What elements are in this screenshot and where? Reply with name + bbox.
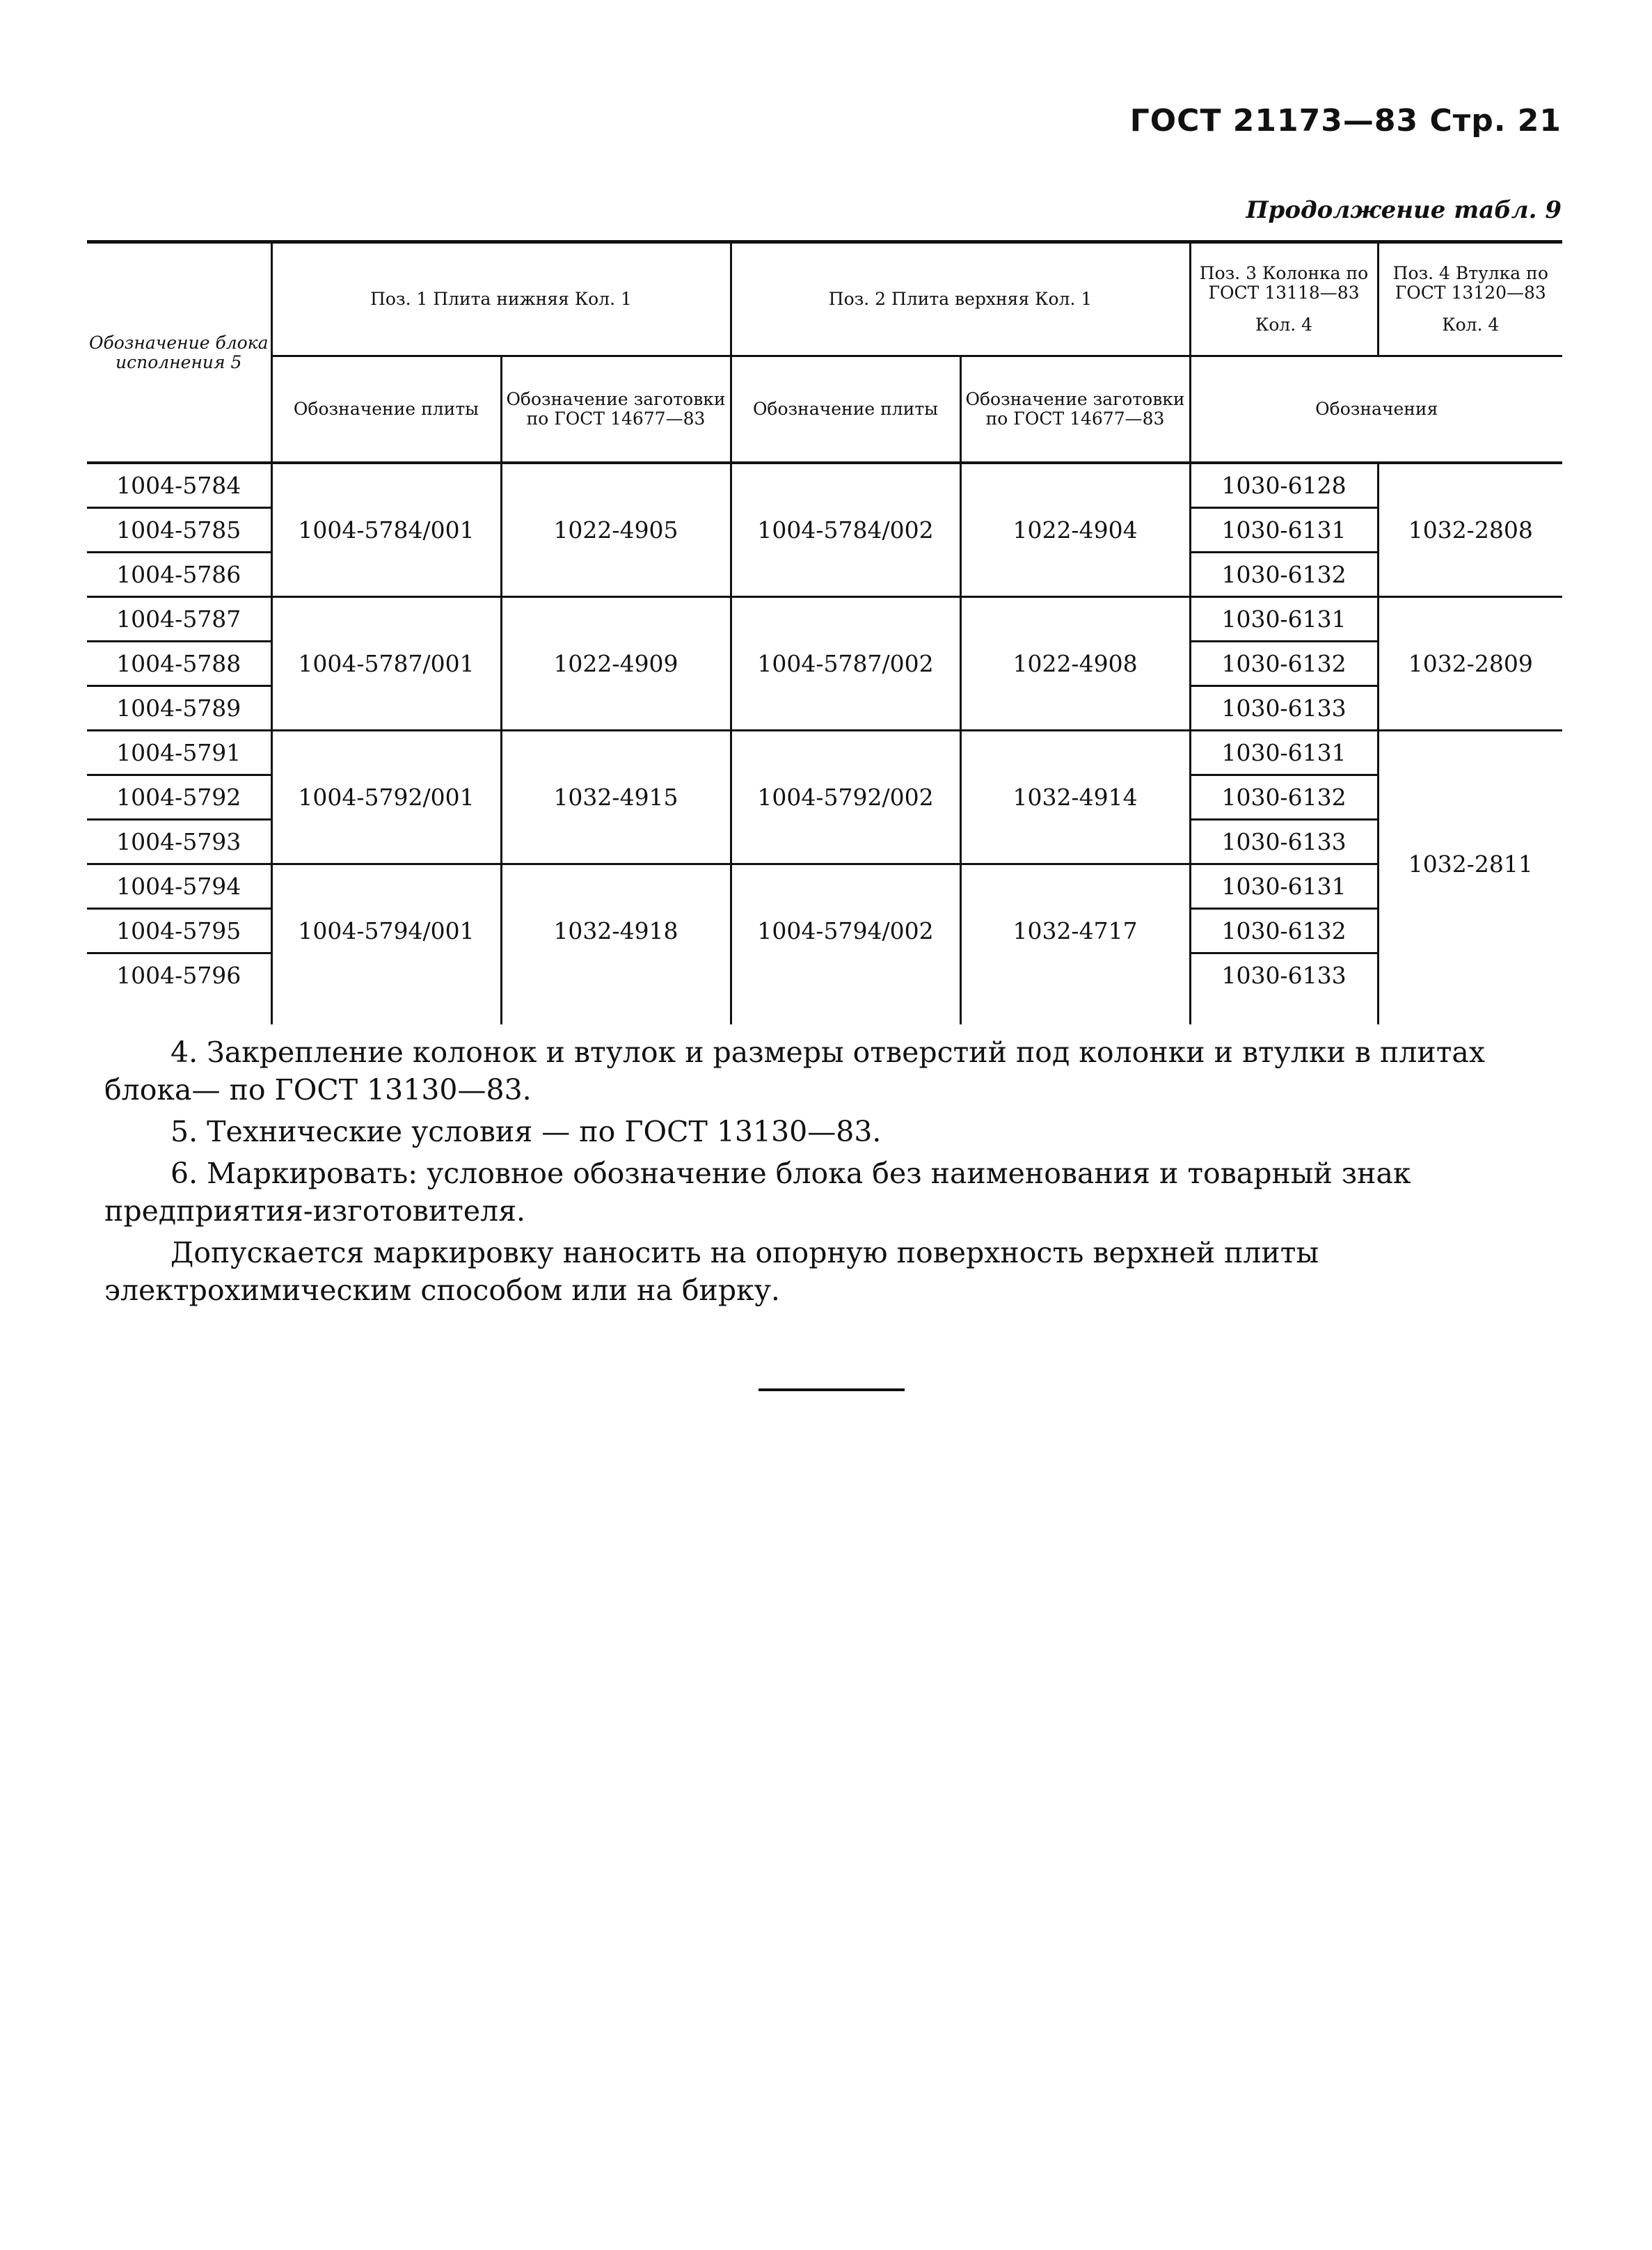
note-4: 4. Закрепление колонок и втулок и размеры отверстий под колонки и втулки в плитах блока— по ГОСТ 13130—83. [104,1036,1485,1107]
end-rule [759,1388,905,1391]
upper-blank: 1022-4908 [960,597,1190,731]
block-designation: 1004-5795 [87,909,271,953]
block-designation: 1004-5789 [87,686,271,731]
upper-blank: 1022-4904 [960,463,1190,597]
column-designation: 1030-6132 [1190,642,1378,686]
header-pos3-qty: Кол. 4 [1255,315,1313,335]
block-designation: 1004-5785 [87,508,271,553]
tail-cell [960,997,1190,1024]
column-designation: 1030-6133 [1190,953,1378,997]
block-designation: 1004-5793 [87,820,271,864]
header-pos3 [1190,242,1378,356]
tail-cell [501,997,731,1024]
table-9-continuation [87,240,1562,1024]
lower-blank: 1032-4918 [501,864,731,997]
bushing-designation: 1032-2809 [1378,597,1562,731]
note-6: 6. Маркировать: условное обозначение блока без наименования и товарный знак предприятия-изготовителя. [104,1157,1411,1228]
header-pos3-title: Поз. 3 Колонка по ГОСТ 13118—83 [1199,263,1369,303]
block-designation: 1004-5796 [87,953,271,997]
subheader-designations: Обозначения [1190,356,1562,464]
table-row [87,731,1562,775]
block-designation: 1004-5784 [87,463,271,508]
upper-plate: 1004-5787/002 [731,597,960,731]
subheader-plate-1: Обозначение плиты [271,356,501,464]
subheader-blank-1: Обозначение заготовки по ГОСТ 14677—83 [501,356,731,464]
column-designation: 1030-6128 [1190,463,1378,508]
note-5: 5. Технические условия — по ГОСТ 13130—83. [170,1115,882,1148]
block-designation: 1004-5786 [87,553,271,597]
upper-plate: 1004-5784/002 [731,463,960,597]
doc-number: ГОСТ 21173—83 [1129,103,1419,138]
header-pos1: Поз. 1 Плита нижняя Кол. 1 [271,242,731,356]
header-pos2: Поз. 2 Плита верхняя Кол. 1 [731,242,1190,356]
column-designation: 1030-6133 [1190,686,1378,731]
upper-plate: 1004-5792/002 [731,731,960,864]
lower-plate: 1004-5787/001 [271,597,501,731]
table-continuation-label: Продолжение табл. 9 [1246,196,1562,224]
block-designation: 1004-5787 [87,597,271,642]
column-designation: 1030-6131 [1190,597,1378,642]
upper-blank: 1032-4914 [960,731,1190,864]
column-designation: 1030-6132 [1190,553,1378,597]
upper-plate: 1004-5794/002 [731,864,960,997]
column-designation: 1030-6131 [1190,731,1378,775]
table-tail [87,997,1562,1024]
header-pos4 [1378,242,1562,356]
page-number: Стр. 21 [1429,103,1562,138]
header-pos4-title: Поз. 4 Втулка по ГОСТ 13120—83 [1392,263,1548,303]
tail-cell [1190,997,1378,1024]
column-designation: 1030-6132 [1190,775,1378,820]
column-designation: 1030-6131 [1190,864,1378,909]
lower-blank: 1032-4915 [501,731,731,864]
lower-plate: 1004-5784/001 [271,463,501,597]
header-pos4-qty: Кол. 4 [1442,315,1500,335]
specification-table [87,240,1562,1024]
block-designation: 1004-5788 [87,642,271,686]
column-designation: 1030-6133 [1190,820,1378,864]
table-row [87,463,1562,508]
page-header [1130,103,1562,138]
table-row [87,864,1562,909]
table-row [87,597,1562,642]
lower-blank: 1022-4909 [501,597,731,731]
tail-cell [1378,997,1562,1024]
bushing-designation: 1032-2811 [1378,731,1562,997]
block-designation: 1004-5792 [87,775,271,820]
lower-blank: 1022-4905 [501,463,731,597]
block-designation: 1004-5794 [87,864,271,909]
header-block-designation: Обозначение блока исполнения 5 [87,242,271,464]
note-marking: Допускается маркировку наносить на опорную поверхность верхней плиты электрохимическим способом или на бирку. [104,1236,1319,1307]
lower-plate: 1004-5794/001 [271,864,501,997]
notes [104,1033,1566,1313]
bushing-designation: 1032-2808 [1378,463,1562,597]
tail-cell [271,997,501,1024]
lower-plate: 1004-5792/001 [271,731,501,864]
tail-cell [731,997,960,1024]
subheader-plate-2: Обозначение плиты [731,356,960,464]
column-designation: 1030-6132 [1190,909,1378,953]
subheader-blank-2: Обозначение заготовки по ГОСТ 14677—83 [960,356,1190,464]
column-designation: 1030-6131 [1190,508,1378,553]
block-designation: 1004-5791 [87,731,271,775]
upper-blank: 1032-4717 [960,864,1190,997]
tail-cell [87,997,271,1024]
